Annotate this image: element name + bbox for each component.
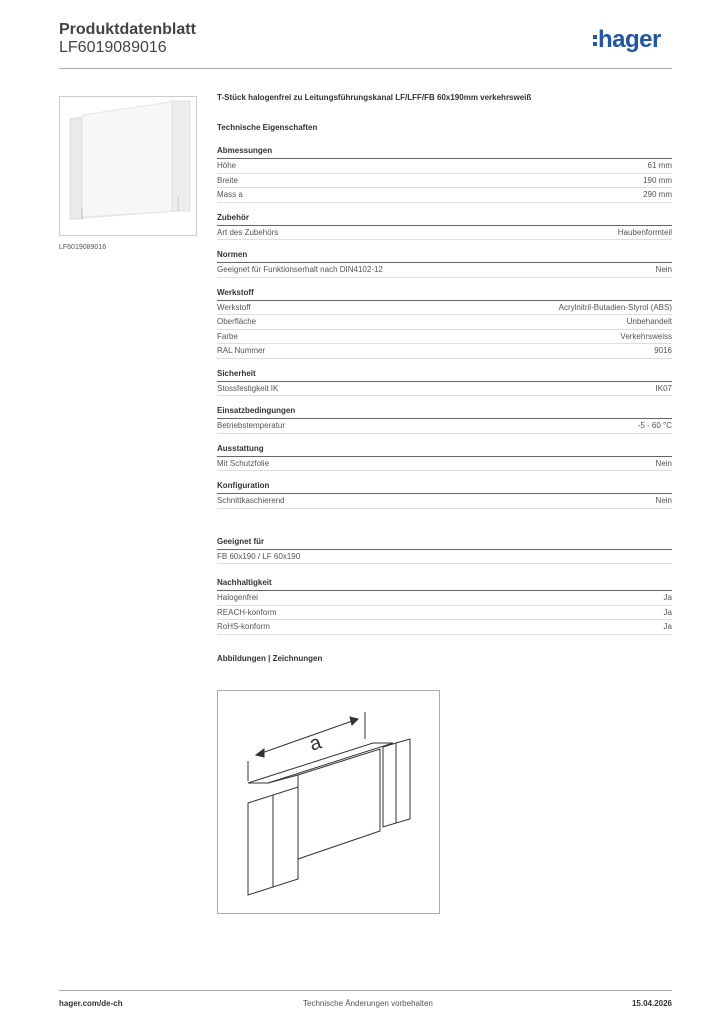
spec-value: 9016	[654, 346, 672, 355]
spec-value: 190 mm	[643, 175, 672, 185]
spec-row	[217, 419, 672, 434]
section-heading: Sicherheit	[217, 369, 672, 382]
footer-divider	[59, 990, 672, 991]
spec-value: Ja	[663, 622, 672, 631]
spec-row	[217, 174, 672, 189]
hager-logo[interactable]	[593, 26, 661, 54]
spec-row	[217, 301, 672, 316]
suitable-title: Geeignet für	[217, 537, 672, 550]
section-heading: Normen	[217, 250, 672, 263]
product-image	[59, 96, 197, 236]
spec-value: Acrylnitril-Butadien-Styrol (ABS)	[558, 302, 672, 312]
spec-value: Nein	[655, 265, 672, 274]
technical-properties-title: Technische Eigenschaften	[217, 123, 318, 132]
spec-value: Haubenformteil	[617, 227, 672, 237]
spec-label: REACH-konform	[217, 607, 277, 617]
image-caption: LF6019089016	[59, 244, 107, 251]
product-code: LF6019089016	[59, 39, 167, 56]
footer-website-link[interactable]: hager.com/de-ch	[59, 999, 123, 1008]
spec-label: Halogenfrei	[217, 593, 258, 602]
section-heading: Werkstoff	[217, 288, 672, 301]
spec-label: Geeignet für Funktionserhalt nach DIN4102-12	[217, 265, 383, 274]
spec-row	[217, 315, 672, 330]
spec-label: Betriebstemperatur	[217, 421, 286, 430]
section-heading: Ausstattung	[217, 444, 672, 457]
spec-value: Nein	[655, 496, 672, 505]
spec-row	[217, 344, 672, 359]
spec-value: 290 mm	[643, 190, 672, 199]
spec-sections	[217, 146, 672, 509]
spec-label: Oberfläche	[217, 317, 257, 326]
logo-text: hager	[598, 26, 661, 53]
spec-value: Unbehandelt	[626, 317, 672, 326]
spec-row	[217, 263, 672, 278]
spec-label: Mass a	[217, 190, 243, 199]
spec-row	[217, 188, 672, 203]
spec-label: Breite	[217, 175, 238, 185]
spec-value: Nein	[655, 458, 672, 468]
spec-row	[217, 606, 672, 621]
spec-row	[217, 620, 672, 635]
technical-drawing	[217, 690, 440, 914]
spec-row	[217, 330, 672, 345]
spec-label: Mit Schutzfolie	[217, 458, 270, 468]
spec-label: RoHS-konform	[217, 622, 270, 631]
footer-note: Technische Änderungen vorbehalten	[303, 999, 433, 1008]
section-heading: Abmessungen	[217, 146, 672, 159]
header-divider	[59, 68, 672, 69]
spec-label: RAL Nummer	[217, 346, 266, 355]
footer-date: 15.04.2026	[631, 999, 672, 1008]
sustainability-rows	[217, 591, 672, 635]
spec-content	[217, 93, 672, 663]
page-title: Produktdatenblatt	[59, 21, 196, 38]
dimension-label-a: a	[306, 731, 325, 756]
sustainability-title: Nachhaltigkeit	[217, 578, 672, 591]
spec-row	[217, 494, 672, 509]
spec-value: Ja	[663, 607, 672, 617]
spec-value: Ja	[663, 593, 672, 602]
spec-label: FB 60x190 / LF 60x190	[217, 551, 301, 561]
spec-label: Höhe	[217, 161, 237, 170]
product-description: T-Stück halogenfrei zu Leitungsführungskanal LF/LFF/FB 60x190mm verkehrsweiß	[217, 93, 532, 102]
suitable-rows	[217, 550, 672, 565]
spec-label: Art des Zubehörs	[217, 227, 279, 237]
logo-dots-icon	[593, 32, 597, 49]
spec-label: Werkstoff	[217, 302, 251, 312]
spec-value: Verkehrsweiss	[620, 331, 672, 341]
spec-label: Farbe	[217, 331, 238, 341]
spec-value: -5 - 60 °C	[637, 421, 672, 430]
spec-row	[217, 382, 672, 397]
spec-row	[217, 159, 672, 174]
section-heading: Zubehör	[217, 213, 672, 226]
spec-row	[217, 457, 672, 472]
spec-label: Stossfestigkeit IK	[217, 383, 279, 393]
spec-value: 61 mm	[647, 161, 672, 170]
spec-row	[217, 226, 672, 241]
section-heading: Einsatzbedingungen	[217, 406, 672, 419]
section-heading: Konfiguration	[217, 481, 672, 494]
spec-label: Schnittkaschierend	[217, 496, 285, 505]
spec-row	[217, 591, 672, 606]
drawings-title: Abbildungen | Zeichnungen	[217, 653, 323, 663]
spec-row	[217, 550, 672, 565]
spec-value: IK07	[655, 383, 672, 393]
